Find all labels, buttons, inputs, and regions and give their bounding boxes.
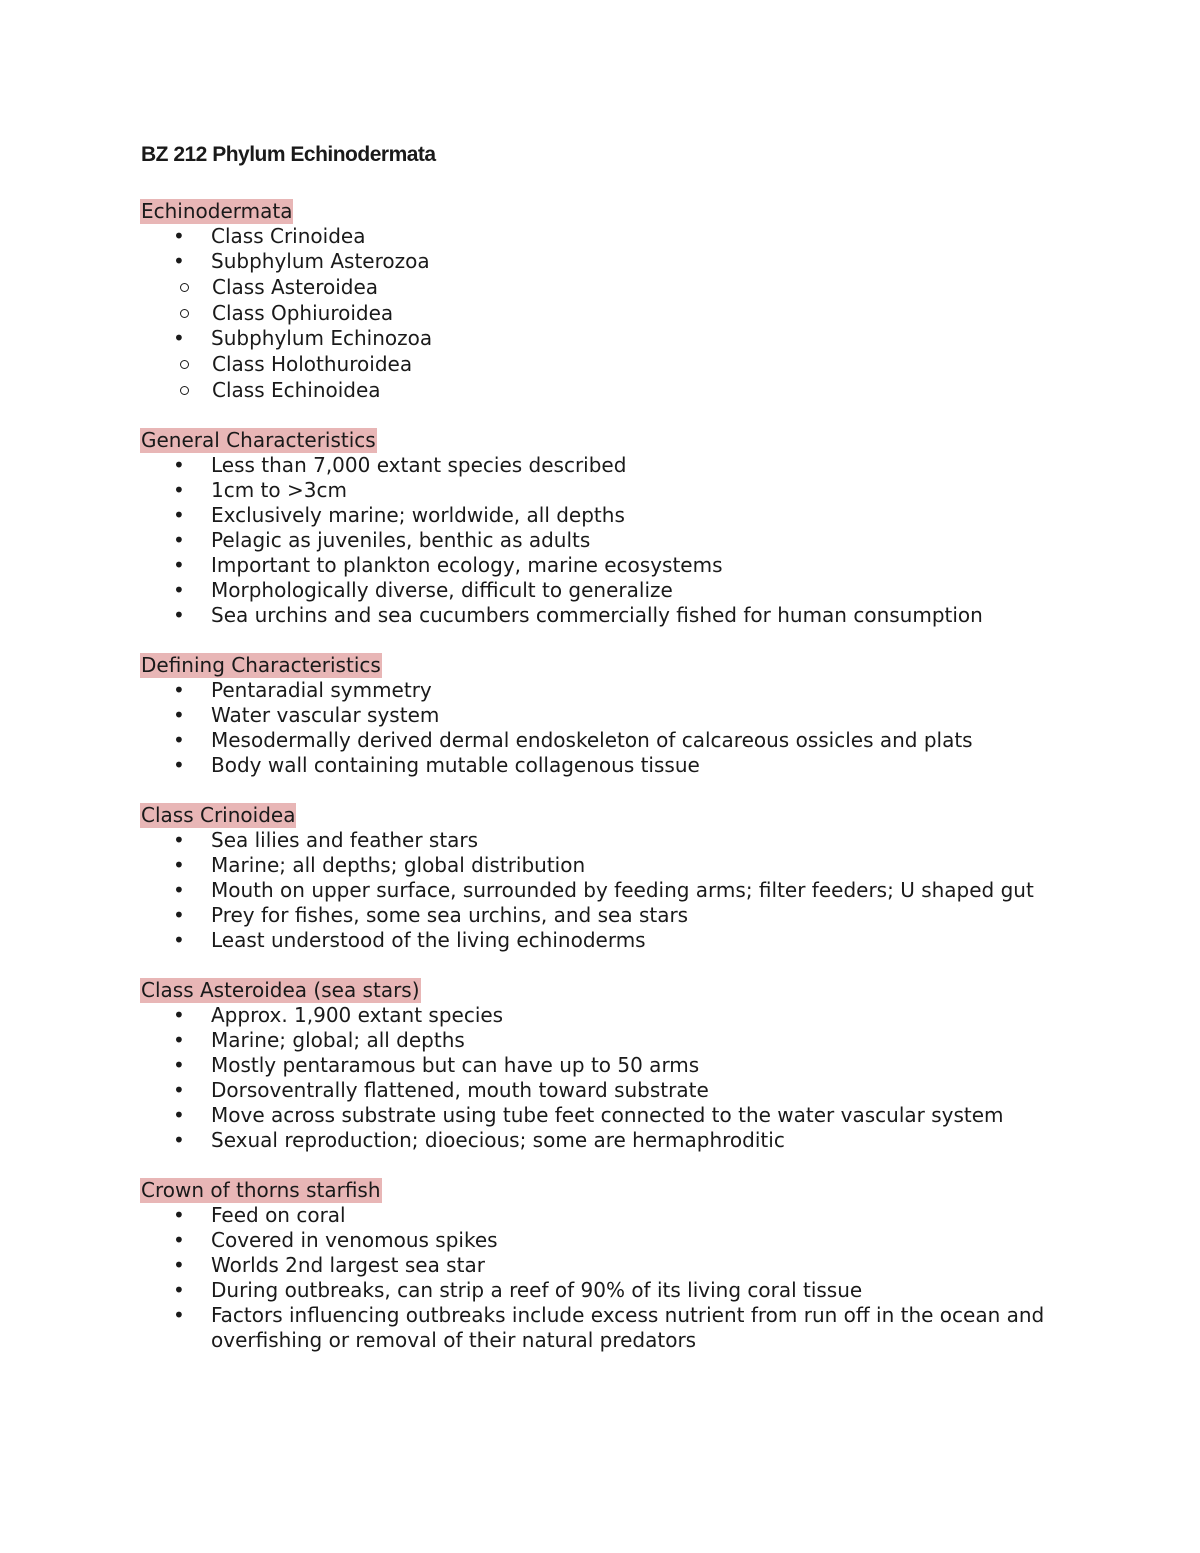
bullet-list (141, 224, 1081, 403)
sub-list (141, 351, 1081, 403)
list-item (141, 1078, 1081, 1103)
section-heading: Echinodermata (141, 199, 293, 223)
section (141, 978, 1081, 1153)
list-item-text: Marine; all depths; global distribution (211, 853, 586, 877)
list-item-text: Sea lilies and feather stars (211, 828, 479, 852)
sub-list-item (71, 351, 1081, 377)
list-item (141, 603, 1081, 628)
list-item (141, 1278, 1081, 1303)
list-item (141, 224, 1081, 249)
bullet-list (141, 678, 1081, 778)
list-item-text: Water vascular system (211, 703, 440, 727)
list-item (141, 1128, 1081, 1153)
list-item-text: Prey for fishes, some sea urchins, and sea stars (211, 903, 689, 927)
list-item-text: Important to plankton ecology, marine ecosystems (211, 553, 723, 577)
sub-list-item (71, 377, 1081, 403)
section-heading: Defining Characteristics (141, 653, 381, 677)
bullet-list (141, 1203, 1081, 1353)
sub-list-item-text: Class Asteroidea (212, 275, 379, 299)
list-item (141, 453, 1081, 478)
bullet-icon: • (173, 1203, 185, 1227)
list-item-text: Least understood of the living echinoderms (211, 928, 646, 952)
bullet-icon: • (173, 1303, 185, 1327)
list-item (141, 1053, 1081, 1078)
bullet-icon: • (173, 878, 185, 902)
bullet-icon: • (173, 503, 185, 527)
list-item (141, 928, 1081, 953)
sub-list-item-text: Class Ophiuroidea (212, 301, 394, 325)
list-item-text: Move across substrate using tube feet connected to the water vascular system (211, 1103, 1004, 1127)
document-title: BZ 212 Phylum Echinodermata (141, 143, 436, 166)
list-item (141, 1253, 1081, 1278)
list-item-text: Class Crinoidea (211, 224, 366, 248)
list-item (141, 678, 1081, 703)
bullet-icon: • (173, 553, 185, 577)
list-item-text: 1cm to >3cm (211, 478, 347, 502)
sub-list-item (71, 274, 1081, 300)
bullet-icon: • (173, 1028, 185, 1052)
circle-bullet-icon (180, 386, 189, 395)
bullet-icon: • (173, 249, 185, 273)
sub-list (141, 274, 1081, 326)
list-item (141, 553, 1081, 578)
bullet-icon: • (173, 1128, 185, 1152)
circle-bullet-icon (180, 360, 189, 369)
list-item-text: Covered in venomous spikes (211, 1228, 498, 1252)
list-item (141, 503, 1081, 528)
bullet-icon: • (173, 1228, 185, 1252)
section (141, 653, 1081, 778)
list-item-text: Marine; global; all depths (211, 1028, 465, 1052)
bullet-icon: • (173, 728, 185, 752)
bullet-icon: • (173, 578, 185, 602)
circle-bullet-icon (180, 309, 189, 318)
document-page (141, 140, 1081, 1378)
bullet-icon: • (173, 1103, 185, 1127)
sub-list-item-text: Class Echinoidea (212, 378, 381, 402)
list-item-text: Mouth on upper surface, surrounded by feeding arms; filter feeders; U shaped gut (211, 878, 1034, 902)
list-item-text: Dorsoventrally flattened, mouth toward substrate (211, 1078, 709, 1102)
bullet-icon: • (173, 928, 185, 952)
bullet-icon: • (173, 1053, 185, 1077)
bullet-icon: • (173, 478, 185, 502)
list-item (141, 1028, 1081, 1053)
list-item (141, 728, 1081, 753)
list-item (141, 753, 1081, 778)
list-item-text: During outbreaks, can strip a reef of 90% of its living coral tissue (211, 1278, 863, 1302)
bullet-icon: • (173, 853, 185, 877)
bullet-icon: • (173, 828, 185, 852)
list-item (141, 1228, 1081, 1253)
list-item-text: Body wall containing mutable collagenous tissue (211, 753, 700, 777)
section (141, 1178, 1081, 1353)
bullet-icon: • (173, 1078, 185, 1102)
list-item (141, 703, 1081, 728)
list-item-text: Mostly pentaramous but can have up to 50 arms (211, 1053, 700, 1077)
list-item-text: Worlds 2nd largest sea star (211, 1253, 485, 1277)
bullet-icon: • (173, 326, 185, 350)
bullet-icon: • (173, 1003, 185, 1027)
list-item (141, 1003, 1081, 1028)
list-item (141, 528, 1081, 553)
bullet-icon: • (173, 528, 185, 552)
bullet-icon: • (173, 903, 185, 927)
bullet-icon: • (173, 1278, 185, 1302)
sub-list-item (71, 300, 1081, 326)
list-item (141, 828, 1081, 853)
list-item (141, 1103, 1081, 1128)
list-item-text: Sexual reproduction; dioecious; some are hermaphroditic (211, 1128, 785, 1152)
list-item-text: Pentaradial symmetry (211, 678, 432, 702)
list-item-text: Exclusively marine; worldwide, all depths (211, 503, 625, 527)
bullet-icon: • (173, 453, 185, 477)
section-heading: Class Crinoidea (141, 803, 296, 827)
document-body (141, 199, 1081, 1353)
list-item (141, 1303, 1081, 1353)
list-item-text: Subphylum Echinozoa (211, 326, 433, 350)
sub-list-container (141, 351, 1081, 403)
bullet-list (141, 828, 1081, 953)
list-item (141, 249, 1081, 274)
bullet-icon: • (173, 703, 185, 727)
bullet-icon: • (173, 224, 185, 248)
bullet-list (141, 453, 1081, 628)
section-heading: General Characteristics (141, 428, 376, 452)
list-item-text: Morphologically diverse, difficult to generalize (211, 578, 673, 602)
list-item (141, 853, 1081, 878)
list-item-text: Less than 7,000 extant species described (211, 453, 627, 477)
circle-bullet-icon (180, 283, 189, 292)
section (141, 428, 1081, 628)
list-item (141, 878, 1081, 903)
section (141, 199, 1081, 403)
list-item (141, 903, 1081, 928)
list-item (141, 478, 1081, 503)
sub-list-item-text: Class Holothuroidea (212, 352, 413, 376)
section-heading: Class Asteroidea (sea stars) (141, 978, 420, 1002)
list-item (141, 1203, 1081, 1228)
bullet-icon: • (173, 603, 185, 627)
bullet-icon: • (173, 753, 185, 777)
sub-list-container (141, 274, 1081, 326)
bullet-list (141, 1003, 1081, 1153)
list-item (141, 578, 1081, 603)
bullet-icon: • (173, 678, 185, 702)
list-item (141, 326, 1081, 351)
list-item-text: Subphylum Asterozoa (211, 249, 430, 273)
section-heading: Crown of thorns starfish (141, 1178, 381, 1202)
list-item-text: Approx. 1,900 extant species (211, 1003, 504, 1027)
list-item-text: Feed on coral (211, 1203, 346, 1227)
bullet-icon: • (173, 1253, 185, 1277)
list-item-text: Sea urchins and sea cucumbers commercially fished for human consumption (211, 603, 983, 627)
list-item-text: Pelagic as juveniles, benthic as adults (211, 528, 591, 552)
list-item-text: Factors influencing outbreaks include excess nutrient from run off in the ocean and overfishing or removal of their natural predators (211, 1303, 1045, 1352)
list-item-text: Mesodermally derived dermal endoskeleton of calcareous ossicles and plats (211, 728, 973, 752)
section (141, 803, 1081, 953)
